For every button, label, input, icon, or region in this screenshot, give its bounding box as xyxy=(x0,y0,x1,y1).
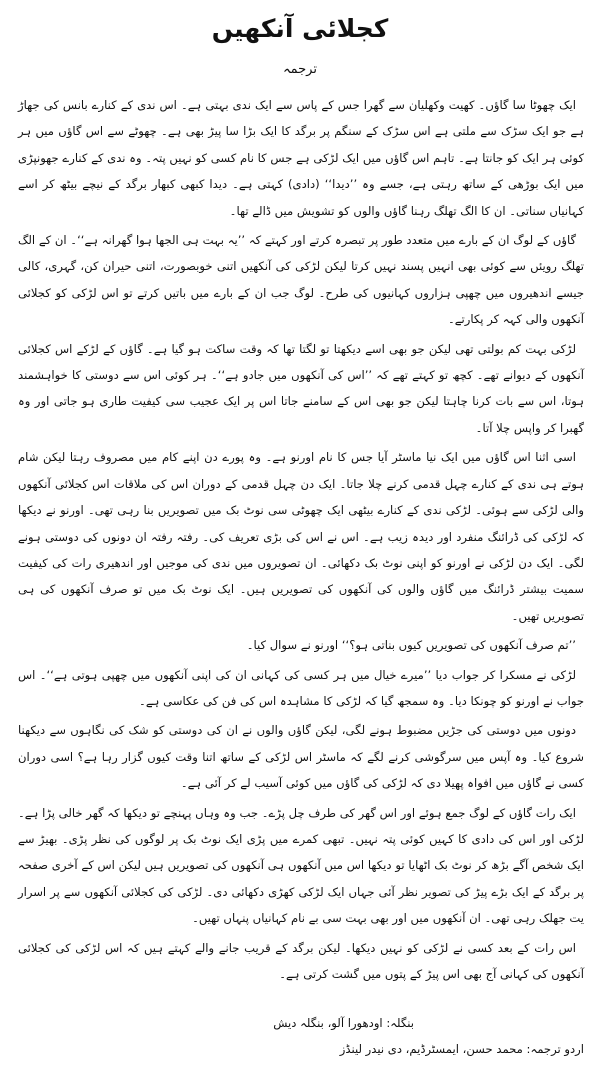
article-body xyxy=(18,92,584,990)
translator-credit: اردو ترجمہ: محمد حسن، ایمسٹرڈیم، دی نیدر لینڈز xyxy=(339,1042,584,1056)
article-subtitle: ترجمہ xyxy=(283,62,317,77)
paragraph: دونوں میں دوستی کی جڑیں مضبوط ہونے لگی، لیکن گاؤں والوں نے ان کی دوستی کو شک کی نگاہوں سے دیکھنا شروع کیا۔ وہ آپس میں سرگوشی کرنے لگے کہ ماسٹر اس لڑکی کے ساتھ اتنا وقت کیوں گزار رہا ہے؟ اسی دوران کسی نے گاؤں میں افواہ پھیلا دی کہ لڑکی کی گاؤں میں کوئی آسیب لے کر آئی ہے۔ xyxy=(18,723,584,791)
source-credit: بنگلہ: اودھورا آلو، بنگلہ دیش xyxy=(273,1016,414,1030)
paragraph: ایک چھوٹا سا گاؤں۔ کھیت وکھلیان سے گھرا جس کے پاس سے ایک ندی بہتی ہے۔ اس ندی کے کنارے بانس کی جھاڑ ہے جو ایک سڑک سے ملتی ہے اس سڑک کے سنگم پر برگد کا ایک بڑا سا پیڑ بھی ہے۔ چھوٹے سے اس گاؤں میں ہر کوئی ہر ایک کو جانتا ہے۔ تاہم اس گاؤں میں ایک لڑکی ہے جس کا نام کسی کو نہیں پتہ۔ وہ ندی کے کنارے جھونپڑی میں ایک بوڑھی کے ساتھ رہتی ہے، جسے وہ ’’دیدا‘‘ (دادی) کہتی ہے۔ دیدا کبھی کبھار برگد کے نیچے بیٹھ کر اسے کہانیاں سناتی۔ ان کا الگ تھلگ رہنا گاؤں والوں کو تشویش میں ڈالے تھا۔ xyxy=(18,98,584,218)
paragraph: ایک رات گاؤں کے لوگ جمع ہوئے اور اس گھر کی طرف چل پڑے۔ جب وہ وہاں پہنچے تو دیکھا کہ گھر خالی پڑا ہے۔ لڑکی اور اس کی دادی کا کہیں کوئی پتہ نہیں۔ تبھی کمرے میں پڑی ایک نوٹ بک پر لوگوں کی نظر پڑی۔ بھیڑ سے ایک شخص آگے بڑھ کر نوٹ بک اٹھایا تو دیکھا اس میں آنکھوں ہی آنکھوں کی تصویریں ہیں لیکن اس کے آخری صفحہ پر برگد کے ایک بڑے پیڑ کی تصویر نظر آئی جہاں ایک لڑکی کھڑی دکھائی دی۔ لڑکی کی کجلائی آنکھوں سے پر اسرار یت جھلک رہی تھی۔ ان آنکھوں میں اور بھی بہت سی بے نام کہانیاں پنہاں تھیں۔ xyxy=(18,805,584,926)
article-title: کجلائی آنکھیں xyxy=(211,14,389,43)
article-credits xyxy=(18,1010,584,1062)
paragraph: اسی اثنا اس گاؤں میں ایک نیا ماسٹر آیا جس کا نام اورنو ہے۔ وہ پورے دن اپنے کام میں مصروف رہتا لیکن شام ہوتے ہی ندی کے کنارے چہل قدمی کرنے چلا جاتا۔ ایک دن چہل قدمی کے دوران اس کی ملاقات اس کجلائی آنکھوں والی لڑکی سے ہوئی۔ لڑکی ندی کے کنارے بیٹھی ایک چھوٹی سی نوٹ بک میں تصویریں بنا رہی تھی۔ اورنو نے دیکھا کہ لڑکی کی ڈرائنگ منفرد اور دیدہ زیب ہے۔ اس نے اس کی بڑی تعریف کی۔ رفتہ رفتہ ان دونوں کی دوستی ہونے لگی۔ ایک دن لڑکی نے اورنو کو اپنی نوٹ بک دکھائی۔ ان تصویروں میں ندی کی موجیں اور اندھیری رات کی کیفیت سمیت بیشتر ڈرائنگ میں گاؤں والوں کی آنکھوں کی تصویریں ہیں۔ ایک نوٹ بک میں تو صرف آنکھوں کی ہی تصویریں تھیں۔ xyxy=(18,450,584,623)
paragraph: ’’تم صرف آنکھوں کی تصویریں کیوں بناتی ہو؟‘‘ اورنو نے سوال کیا۔ xyxy=(246,638,576,653)
paragraph: لڑکی نے مسکرا کر جواب دیا ’’میرے خیال میں ہر کسی کی کہانی ان کی اپنی آنکھوں میں چھپی ہوتی ہے‘‘۔ اس جواب نے اورنو کو چونکا دیا۔ وہ سمجھ گیا کہ لڑکی کا مشاہدہ اس کی فن کی عکاسی ہے۔ xyxy=(18,667,584,708)
paragraph: گاؤں کے لوگ ان کے بارے میں متعدد طور پر تبصرہ کرتے اور کہتے کہ ’’یہ بہت ہی الجھا ہوا گھرانہ ہے‘‘۔ ان کے الگ تھلگ رویئں سے کوئی بھی انہیں پسند نہیں کرتا لیکن لڑکی کی آنکھیں اتنی خوبصورت، اتنی حیران کن، گہری، کالی جیسے اندھیروں میں چھپی ہزاروں کہانیوں کی طرح۔ لوگ جب ان کے بارے میں باتیں کرتے تو اس لڑکی کو کجلائی آنکھوں والی کہہ کر پکارتے۔ xyxy=(18,233,584,327)
paragraph: اس رات کے بعد کسی نے لڑکی کو نہیں دیکھا۔ لیکن برگد کے قریب جانے والے کہتے ہیں کہ اس لڑکی کی کجلائی آنکھوں کی کہانی آج بھی اس پیڑ کے پتوں میں گشت کرتی ہے۔ xyxy=(18,940,584,981)
paragraph: لڑکی بہت کم بولتی تھی لیکن جو بھی اسے دیکھتا تو لگتا تھا کہ وقت ساکت ہو گیا ہے۔ گاؤں کے لڑکے اس کجلائی آنکھوں کے دیوانے تھے۔ کچھ تو کہتے تھے کہ ’’اس کی آنکھوں میں جادو ہے‘‘۔ ہر کوئی اس سے دوستی کا خواہشمند ہوتا، اس سے بات کرنا چاہتا لیکن جو بھی اس کے سامنے جاتا اس پر ایک عجیب سی کیفیت طاری ہو جاتی اور وہ گھبرا کر واپس چلا آتا۔ xyxy=(18,341,584,435)
